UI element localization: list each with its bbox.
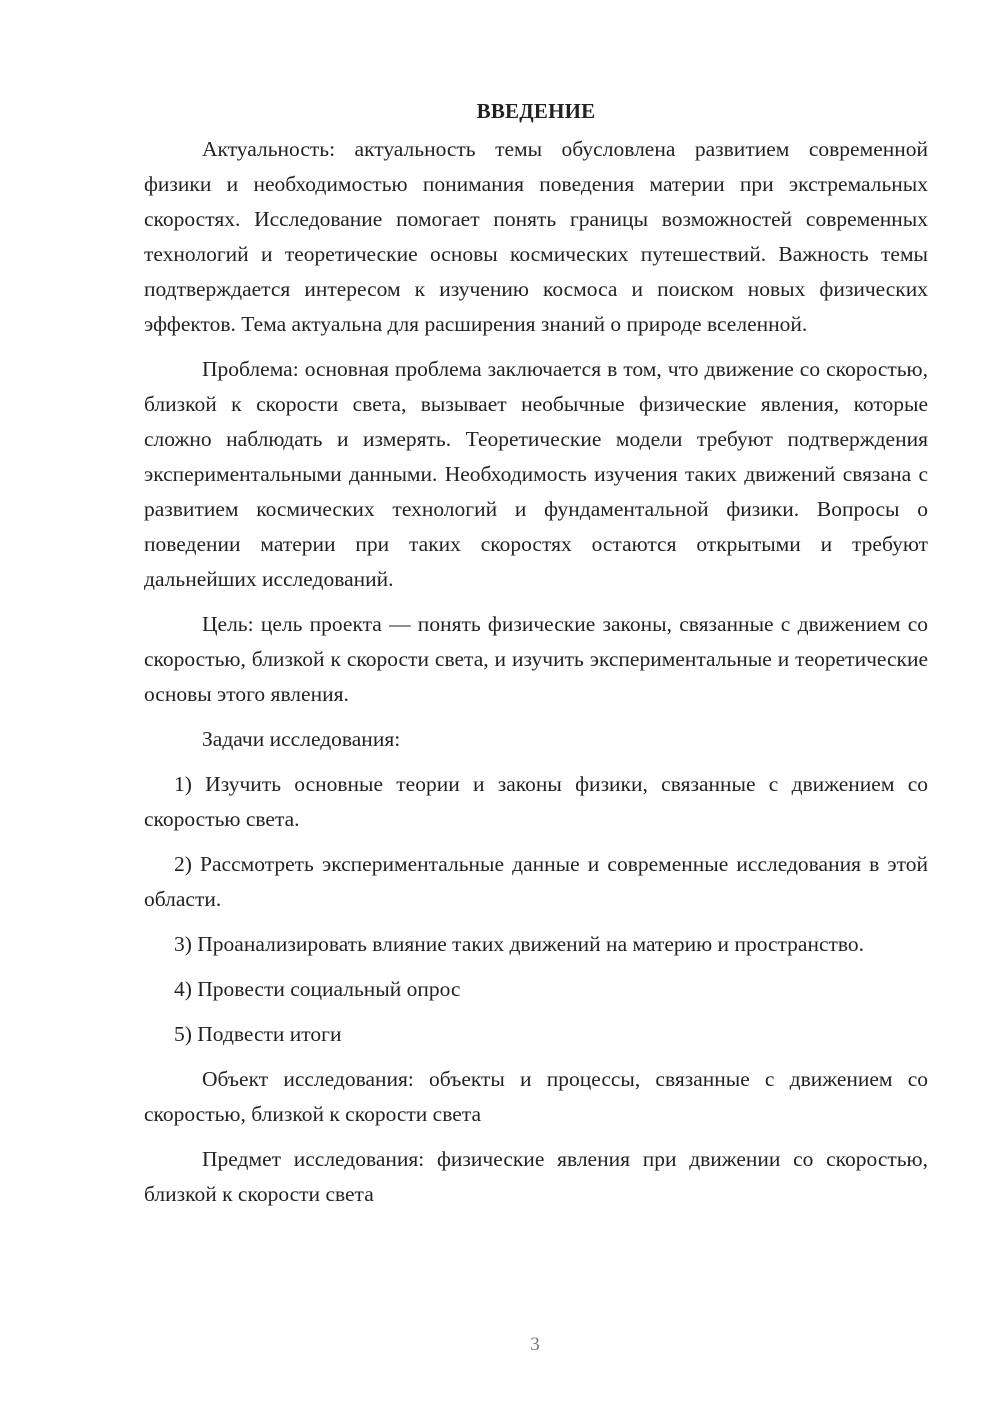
task-item-2: 2) Рассмотреть экспериментальные данные и современные исследования в этой области. <box>144 852 928 911</box>
task-item-4: 4) Провести социальный опрос <box>174 977 461 1001</box>
task-item-1: 1) Изучить основные теории и законы физики, связанные с движением со скоростью света. <box>144 772 928 831</box>
task-item-3: 3) Проанализировать влияние таких движений на материю и пространство. <box>174 932 865 956</box>
relevance-paragraph: Актуальность: актуальность темы обусловлена развитием современной физики и необходимостью понимания поведения материи при экстремальных скоростях. Исследование помогает понять границы возможностей современных технологий и теоретические основы космических путешествий. Важность темы подтверждается интересом к изучению космоса и поиском новых физических эффектов. Тема актуальна для расширения знаний о природе вселенной. <box>144 137 928 336</box>
page-title: ВВЕДЕНИЕ <box>476 99 596 123</box>
research-subject-paragraph: Предмет исследования: физические явления при движении со скоростью, близкой к скорости света <box>144 1147 928 1206</box>
research-object-paragraph: Объект исследования: объекты и процессы, связанные с движением со скоростью, близкой к скорости света <box>144 1067 928 1126</box>
page-number: 3 <box>530 1334 540 1355</box>
problem-paragraph: Проблема: основная проблема заключается в том, что движение со скоростью, близкой к скорости света, вызывает необычные физические явления, которые сложно наблюдать и измерять. Теоретические модели требуют подтверждения экспериментальными данными. Необходимость изучения таких движений связана с развитием космических технологий и фундаментальной физики. Вопросы о поведении материи при таких скоростях остаются открытыми и требуют дальнейших исследований. <box>144 357 928 591</box>
page-content <box>144 96 928 1222</box>
goal-paragraph: Цель: цель проекта — понять физические законы, связанные с движением со скоростью, близкой к скорости света, и изучить экспериментальные и теоретические основы этого явления. <box>144 612 928 706</box>
tasks-heading: Задачи исследования: <box>202 727 401 751</box>
task-item-5: 5) Подвести итоги <box>174 1022 342 1046</box>
